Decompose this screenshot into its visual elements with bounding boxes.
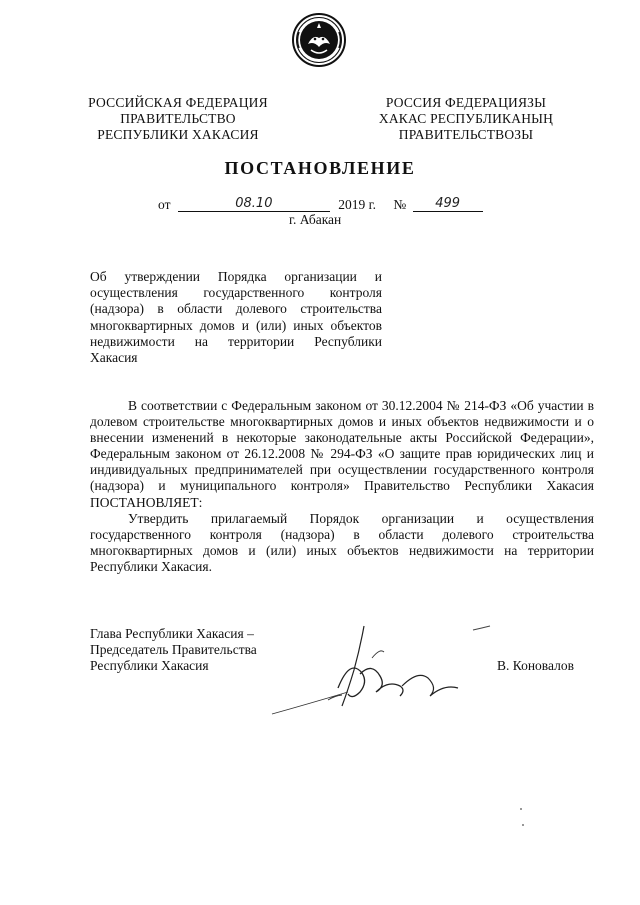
signatory-line: Республики Хакасия — [90, 658, 209, 674]
header-right-line: ХАКАС РЕСПУБЛИКАНЫҢ — [378, 111, 554, 126]
body-paragraph: В соответствии с Федеральным законом от 30.12.2004 № 214-ФЗ «Об участии в долевом строительстве многоквартирных домов и иных объектов недвижимости и о внесении изменений в некоторые законодательные акты Российской Федерации», Федеральным законом от 26.12.2008 № 294-ФЗ «О защите прав юридических лиц и индивидуальных предпринимателей при осуществлении государственного контроля (надзора) и муниципального контроля» Правительство Республики Хакасия ПОСТАНОВЛЯЕТ: — [90, 398, 594, 510]
number-label: № — [393, 197, 407, 212]
handwritten-date: 08.10 — [235, 196, 273, 211]
header-left-line: РОССИЙСКАЯ ФЕДЕРАЦИЯ — [88, 95, 268, 110]
header-right — [368, 95, 564, 143]
date-field — [178, 197, 330, 212]
header-left — [80, 95, 276, 143]
from-label: от — [158, 197, 171, 212]
header-right-line: РОССИЯ ФЕДЕРАЦИЯЗЫ — [385, 95, 547, 110]
document-subject: Об утверждении Порядка организации и осуществления государственного контроля (надзора) в области долевого строительства многоквартирных домов и (или) иных объектов недвижимости на территории Республики Хакасия — [90, 269, 382, 366]
body-paragraph: Утвердить прилагаемый Порядок организации и осуществления государственного контроля (надзора) в области долевого строительства многоквартирных домов и (или) иных объектов недвижимости на территории Республики Хакасия. — [90, 510, 594, 574]
handwritten-signature — [268, 618, 500, 718]
date-number-line — [158, 197, 483, 213]
number-field — [413, 197, 483, 212]
signatory-line: Председатель Правительства — [90, 642, 257, 658]
document-title: ПОСТАНОВЛЕНИЕ — [224, 158, 416, 178]
scan-speck — [520, 808, 522, 810]
header-left-line: ПРАВИТЕЛЬСТВО — [120, 111, 236, 126]
coat-of-arms-emblem — [291, 12, 347, 68]
signatory-title — [90, 626, 280, 675]
signatory-name: В. Коновалов — [497, 658, 574, 673]
city: г. Абакан — [289, 212, 342, 227]
scan-speck — [522, 824, 524, 826]
document-body — [90, 398, 594, 575]
signatory-line: Глава Республики Хакасия – — [90, 626, 254, 641]
year-label: 2019 г. — [338, 197, 376, 212]
header-left-line: РЕСПУБЛИКИ ХАКАСИЯ — [97, 127, 259, 142]
handwritten-number: 499 — [435, 196, 461, 211]
header-right-line: ПРАВИТЕЛЬСТВОЗЫ — [398, 127, 534, 142]
